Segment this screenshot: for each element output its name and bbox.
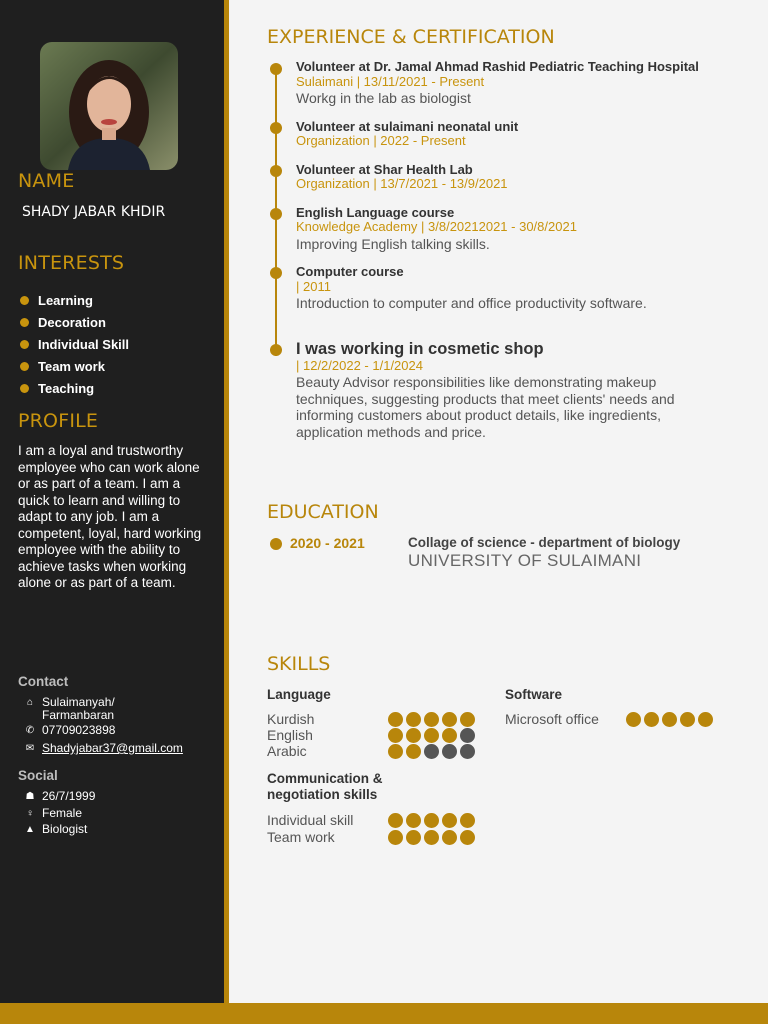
rating-dot-filled (424, 728, 439, 743)
rating-dot-filled (406, 744, 421, 759)
skill-row (267, 726, 313, 743)
experience-org: | 2011 (296, 279, 331, 294)
communication-heading-line1: Communication & (267, 771, 383, 786)
language-heading: Language (267, 687, 331, 702)
skill-row (267, 742, 307, 759)
list-item (20, 377, 129, 399)
experience-org: Sulaimani | 13/11/2021 - Present (296, 74, 485, 89)
experience-desc: Beauty Advisor responsibilities like demonstrating makeup techniques, suggesting products that meet clients' needs and informing customers about product details, like ingredients, application methods and price. (296, 374, 675, 440)
experience-title: Volunteer at Dr. Jamal Ahmad Rashid Pediatric Teaching Hospital (296, 59, 699, 74)
rating-dot-filled (698, 712, 713, 727)
experience-title: Volunteer at Shar Health Lab (296, 162, 473, 177)
phone-icon: ✆ (25, 725, 35, 736)
experience-heading: EXPERIENCE & CERTIFICATION (267, 26, 555, 48)
profile-heading: PROFILE (18, 410, 99, 432)
rating-dot-filled (460, 830, 475, 845)
email-link[interactable]: Shadyjabar37@gmail.com (42, 741, 183, 755)
interest-label: Learning (38, 292, 93, 308)
experience-org: Organization | 2022 - Present (296, 133, 466, 148)
skill-rating (388, 744, 478, 759)
occupation: Biologist (42, 822, 88, 836)
interest-label: Decoration (38, 314, 106, 330)
education-department: Collage of science - department of biology (408, 535, 681, 550)
sidebar-divider (224, 0, 229, 1003)
interest-label: Team work (38, 358, 105, 374)
contact-heading: Contact (18, 674, 69, 689)
software-heading: Software (505, 687, 563, 702)
rating-dot-filled (406, 813, 421, 828)
experience-title: I was working in cosmetic shop (296, 340, 544, 358)
address-line1: Sulaimanyah/ (42, 695, 115, 709)
list-item (20, 333, 129, 355)
rating-dot-filled (388, 813, 403, 828)
skill-rating (388, 728, 478, 743)
skill-row (267, 828, 335, 845)
skill-rating (388, 813, 478, 828)
list-item (20, 311, 129, 333)
female-icon: ♀ (26, 808, 34, 819)
rating-dot-filled (460, 813, 475, 828)
experience-desc: Improving English talking skills. (296, 236, 490, 252)
cake-icon: ☗ (25, 791, 35, 802)
education-university: UNIVERSITY OF SULAIMANI (408, 551, 642, 570)
skill-rating (626, 712, 716, 727)
rating-dot-filled (406, 830, 421, 845)
bullet-icon (20, 384, 29, 393)
rating-dot-filled (644, 712, 659, 727)
rating-dot-filled (442, 830, 457, 845)
timeline-dot (270, 122, 282, 134)
rating-dot-filled (388, 728, 403, 743)
timeline-dot (270, 267, 282, 279)
gender: Female (42, 806, 83, 820)
rating-dot-filled (388, 712, 403, 727)
rating-dot-filled (424, 712, 439, 727)
interest-label: Individual Skill (38, 336, 130, 352)
profile-photo (40, 42, 178, 170)
envelope-icon: ✉ (25, 743, 35, 754)
bullet-icon (20, 340, 29, 349)
bullet-icon (20, 362, 29, 371)
social-heading: Social (18, 768, 58, 783)
address-line2: Farmanbaran (42, 708, 115, 722)
experience-org: Knowledge Academy | 3/8/20212021 - 30/8/2021 (296, 219, 577, 234)
education-heading: EDUCATION (267, 501, 379, 523)
timeline-dot (270, 208, 282, 220)
birthdate-row (24, 790, 95, 804)
timeline-dot (270, 538, 282, 550)
rating-dot-filled (626, 712, 641, 727)
bullet-icon (20, 296, 29, 305)
bullet-icon (20, 318, 29, 327)
skill-row (267, 710, 314, 727)
rating-dot-filled (388, 830, 403, 845)
skill-name: Kurdish (267, 710, 315, 727)
timeline-dot (270, 63, 282, 75)
rating-dot-empty (460, 744, 475, 759)
education-years: 2020 - 2021 (290, 535, 365, 551)
gender-row (24, 807, 82, 821)
rating-dot-filled (424, 830, 439, 845)
experience-desc: Workg in the lab as biologist (296, 90, 471, 106)
skill-rating (388, 830, 478, 845)
experience-org: | 12/2/2022 - 1/1/2024 (296, 358, 423, 373)
full-name: SHADY JABAR KHDIR (22, 204, 166, 220)
list-item (20, 289, 129, 311)
communication-heading-line2: negotiation skills (267, 787, 378, 802)
rating-dot-filled (406, 728, 421, 743)
rating-dot-filled (442, 813, 457, 828)
skill-name: Microsoft office (505, 710, 599, 727)
phone-number: 07709023898 (42, 723, 116, 737)
rating-dot-filled (460, 712, 475, 727)
rating-dot-filled (424, 813, 439, 828)
skill-name: Arabic (267, 742, 307, 759)
phone-row (24, 724, 115, 738)
rating-dot-filled (388, 744, 403, 759)
rating-dot-filled (442, 712, 457, 727)
rating-dot-empty (442, 744, 457, 759)
rating-dot-empty (424, 744, 439, 759)
home-icon: ⌂ (26, 697, 34, 708)
address-row (24, 696, 115, 722)
name-heading: NAME (18, 170, 75, 192)
email-row (24, 742, 183, 756)
skill-name: Team work (267, 828, 335, 845)
experience-org: Organization | 13/7/2021 - 13/9/2021 (296, 176, 508, 191)
birthdate: 26/7/1999 (42, 789, 96, 803)
graduation-cap-icon: ▲ (25, 824, 35, 835)
skill-rating (388, 712, 478, 727)
rating-dot-filled (662, 712, 677, 727)
skill-row (267, 811, 353, 828)
footer-bar (0, 1003, 768, 1024)
experience-desc: Introduction to computer and office productivity software. (296, 295, 647, 311)
list-item (20, 355, 129, 377)
skill-name: Individual skill (267, 811, 354, 828)
experience-title: Computer course (296, 264, 404, 279)
skill-name: English (267, 726, 313, 743)
interests-heading: INTERESTS (18, 252, 125, 274)
timeline-dot (270, 344, 282, 356)
timeline-dot (270, 165, 282, 177)
communication-heading (267, 771, 383, 803)
skills-heading: SKILLS (267, 653, 331, 675)
rating-dot-filled (680, 712, 695, 727)
experience-title: English Language course (296, 205, 455, 220)
skill-row (505, 710, 599, 727)
experience-title: Volunteer at sulaimani neonatal unit (296, 119, 519, 134)
profile-text: I am a loyal and trustworthy employee who can work alone or as part of a team. I am a quick to learn and willing to adapt to any job. I am a competent, loyal, hard working employee with the ability to achieve tasks when working alone or as part of a team. (18, 443, 202, 590)
rating-dot-filled (406, 712, 421, 727)
rating-dot-empty (460, 728, 475, 743)
interest-label: Teaching (38, 380, 95, 396)
interests-list (20, 289, 129, 399)
occupation-row (24, 823, 87, 837)
rating-dot-filled (442, 728, 457, 743)
